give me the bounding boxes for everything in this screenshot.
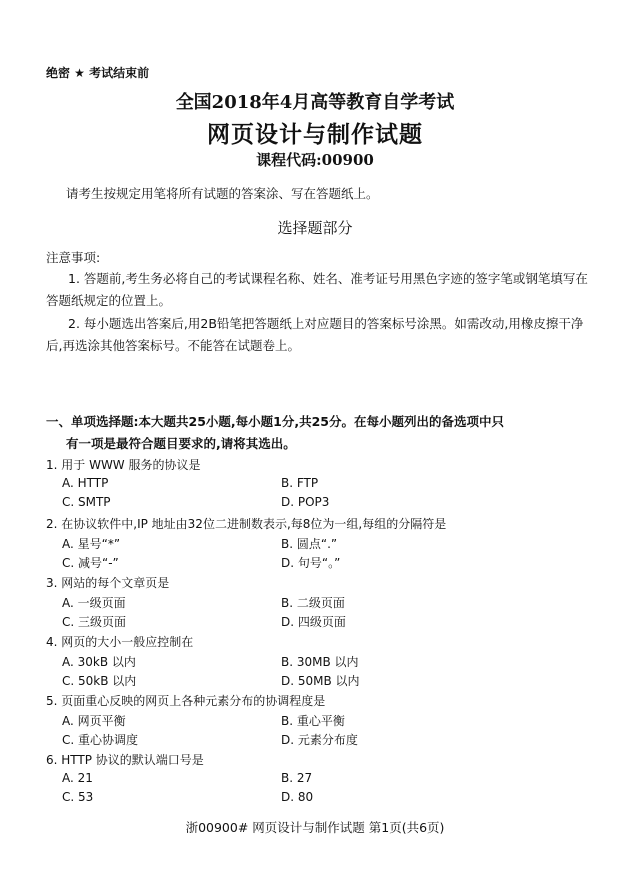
answer-instruction: 请考生按规定用笔将所有试题的答案涂、写在答题纸上。 [66,186,379,201]
question-option: B. 圆点“.” [281,536,338,551]
question-option: B. FTP [281,475,319,490]
question-option: A. 一级页面 [62,595,126,610]
question-option: B. 30MB 以内 [281,654,359,669]
question-option: A. 网页平衡 [62,713,126,728]
question-option: D. 50MB 以内 [281,674,360,688]
question-option: C. 50kB 以内 [62,674,137,688]
note-item: 2. 每小题选出答案后,用2B铅笔把答题纸上对应题目的答案标号涂黑。如需改动,用橡皮擦干净后,再选涂其他答案标号。不能答在试题卷上。 [46,316,584,353]
question-option: A. HTTP [62,475,109,490]
question-option: B. 二级页面 [281,595,345,610]
note-item: 1. 答题前,考生务必将自己的考试课程名称、姓名、准考证号用黑色字迹的签字笔或钢笔填写在答题纸规定的位置上。 [46,271,588,308]
question-stem: 2. 在协议软件中,IP 地址由32位二进制数表示,每8位为一组,每组的分隔符是 [46,517,447,531]
question-option: D. 80 [281,790,314,804]
question-option: D. 四级页面 [281,615,346,629]
question-stem: 3. 网站的每个文章页是 [46,576,170,590]
course-code: 课程代码:00900 [256,151,374,169]
question-option: D. 元素分布度 [281,733,358,747]
question-option: C. 三级页面 [62,615,127,629]
section-title: 选择题部分 [277,219,353,237]
part-heading: 一、单项选择题:本大题共25小题,每小题1分,共25分。在每小题列出的备选项中只 [46,414,504,429]
question-option: C. 53 [62,790,94,804]
question-option: D. 句号“。” [281,556,341,570]
question-stem: 4. 网页的大小一般应控制在 [46,635,194,649]
question-option: A. 星号“*” [62,536,121,551]
page-footer: 浙00900# 网页设计与制作试题 第1页(共6页) [185,820,445,835]
question-option: C. 重心协调度 [62,733,139,747]
confidentiality-label: 绝密 ★ 考试结束前 [46,66,150,80]
subject-title: 网页设计与制作试题 [207,121,423,148]
question-stem: 1. 用于 WWW 服务的协议是 [46,458,201,472]
part-heading-continued: 有一项是最符合题目要求的,请将其选出。 [66,436,296,451]
question-option: C. 减号“-” [62,556,119,570]
question-option: B. 27 [281,770,313,785]
question-option: C. SMTP [62,495,111,509]
question-option: B. 重心平衡 [281,713,345,728]
question-option: A. 21 [62,770,93,785]
notes-heading: 注意事项: [46,250,101,265]
question-option: A. 30kB 以内 [62,654,136,669]
question-stem: 6. HTTP 协议的默认端口号是 [46,753,204,767]
question-stem: 5. 页面重心反映的网页上各种元素分布的协调程度是 [46,694,326,708]
exam-title: 全国2018年4月高等教育自学考试 [175,92,455,113]
question-option: D. POP3 [281,495,330,509]
